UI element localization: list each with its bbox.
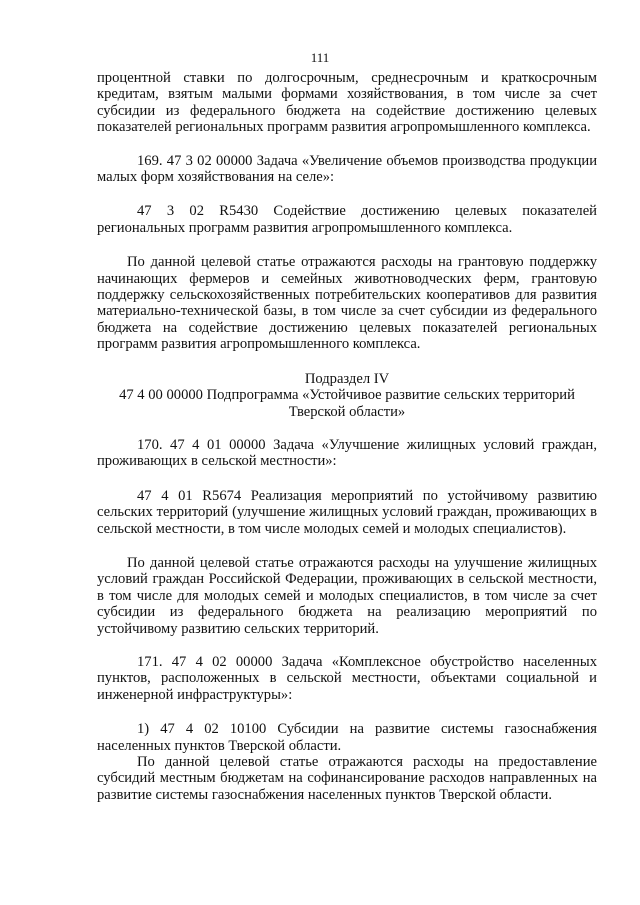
paragraph-article-r5430: 47 3 02 R5430 Содействие достижению целевых показателей региональных программ развития агропромышленного комплекса. [97, 203, 597, 236]
subprogram-title: 47 4 00 00000 Подпрограмма «Устойчивое развитие сельских территорий Тверской области» [119, 387, 575, 420]
paragraph-article-r5674: 47 4 01 R5674 Реализация мероприятий по устойчивому развитию сельских территорий (улучшение жилищных условий граждан, проживающих в сельской местности, в том числе молодых семей и молодых специалистов). [97, 487, 597, 537]
page-number: 111 [310, 50, 330, 65]
paragraph-continuation: процентной ставки по долгосрочным, среднесрочным и краткосрочным кредитам, взятым малыми формами хозяйствования, в том числе за счет субсидии из федерального бюджета на содействие достижению целевых показателей региональных программ развития агропромышленного комплекса. [97, 70, 597, 136]
paragraph-10100-description: По данной целевой статье отражаются расходы на предоставление субсидий местным бюджетам на софинансирование расходов направленных на развитие системы газоснабжения населенных пунктов Тверской области. [97, 754, 597, 803]
paragraph-task-171: 171. 47 4 02 00000 Задача «Комплексное обустройство населенных пунктов, расположенных в сельской местности, объектами социальной и инженерной инфраструктуры»: [97, 653, 597, 703]
subsection-heading [97, 371, 597, 420]
paragraph-r5430-description: По данной целевой статье отражаются расходы на грантовую поддержку начинающих фермеров и семейных животноводческих ферм, грантовую поддержку сельскохозяйственных потребительских кооперативов для развития материально-технической базы, в том числе за счет субсидии из федерального бюджета на содействие достижению целевых показателей региональных программ развития агропромышленного комплекса. [97, 254, 597, 353]
paragraph-r5674-description: По данной целевой статье отражаются расходы на улучшение жилищных условий граждан Российской Федерации, проживающих в сельской местности, в том числе для молодых семей и молодых специалистов, в том числе за счет субсидии из федерального бюджета на реализацию мероприятий по устойчивому развитию сельских территорий. [97, 554, 597, 637]
paragraph-task-169: 169. 47 3 02 00000 Задача «Увеличение объемов производства продукции малых форм хозяйствования на селе»: [97, 152, 597, 186]
document-body [97, 70, 597, 803]
paragraph-article-10100: 1) 47 4 02 10100 Субсидии на развитие системы газоснабжения населенных пунктов Тверской области. [97, 721, 597, 754]
paragraph-task-170: 170. 47 4 01 00000 Задача «Улучшение жилищных условий граждан, проживающих в сельской местности»: [97, 436, 597, 470]
subsection-title: Подраздел IV [304, 370, 390, 387]
